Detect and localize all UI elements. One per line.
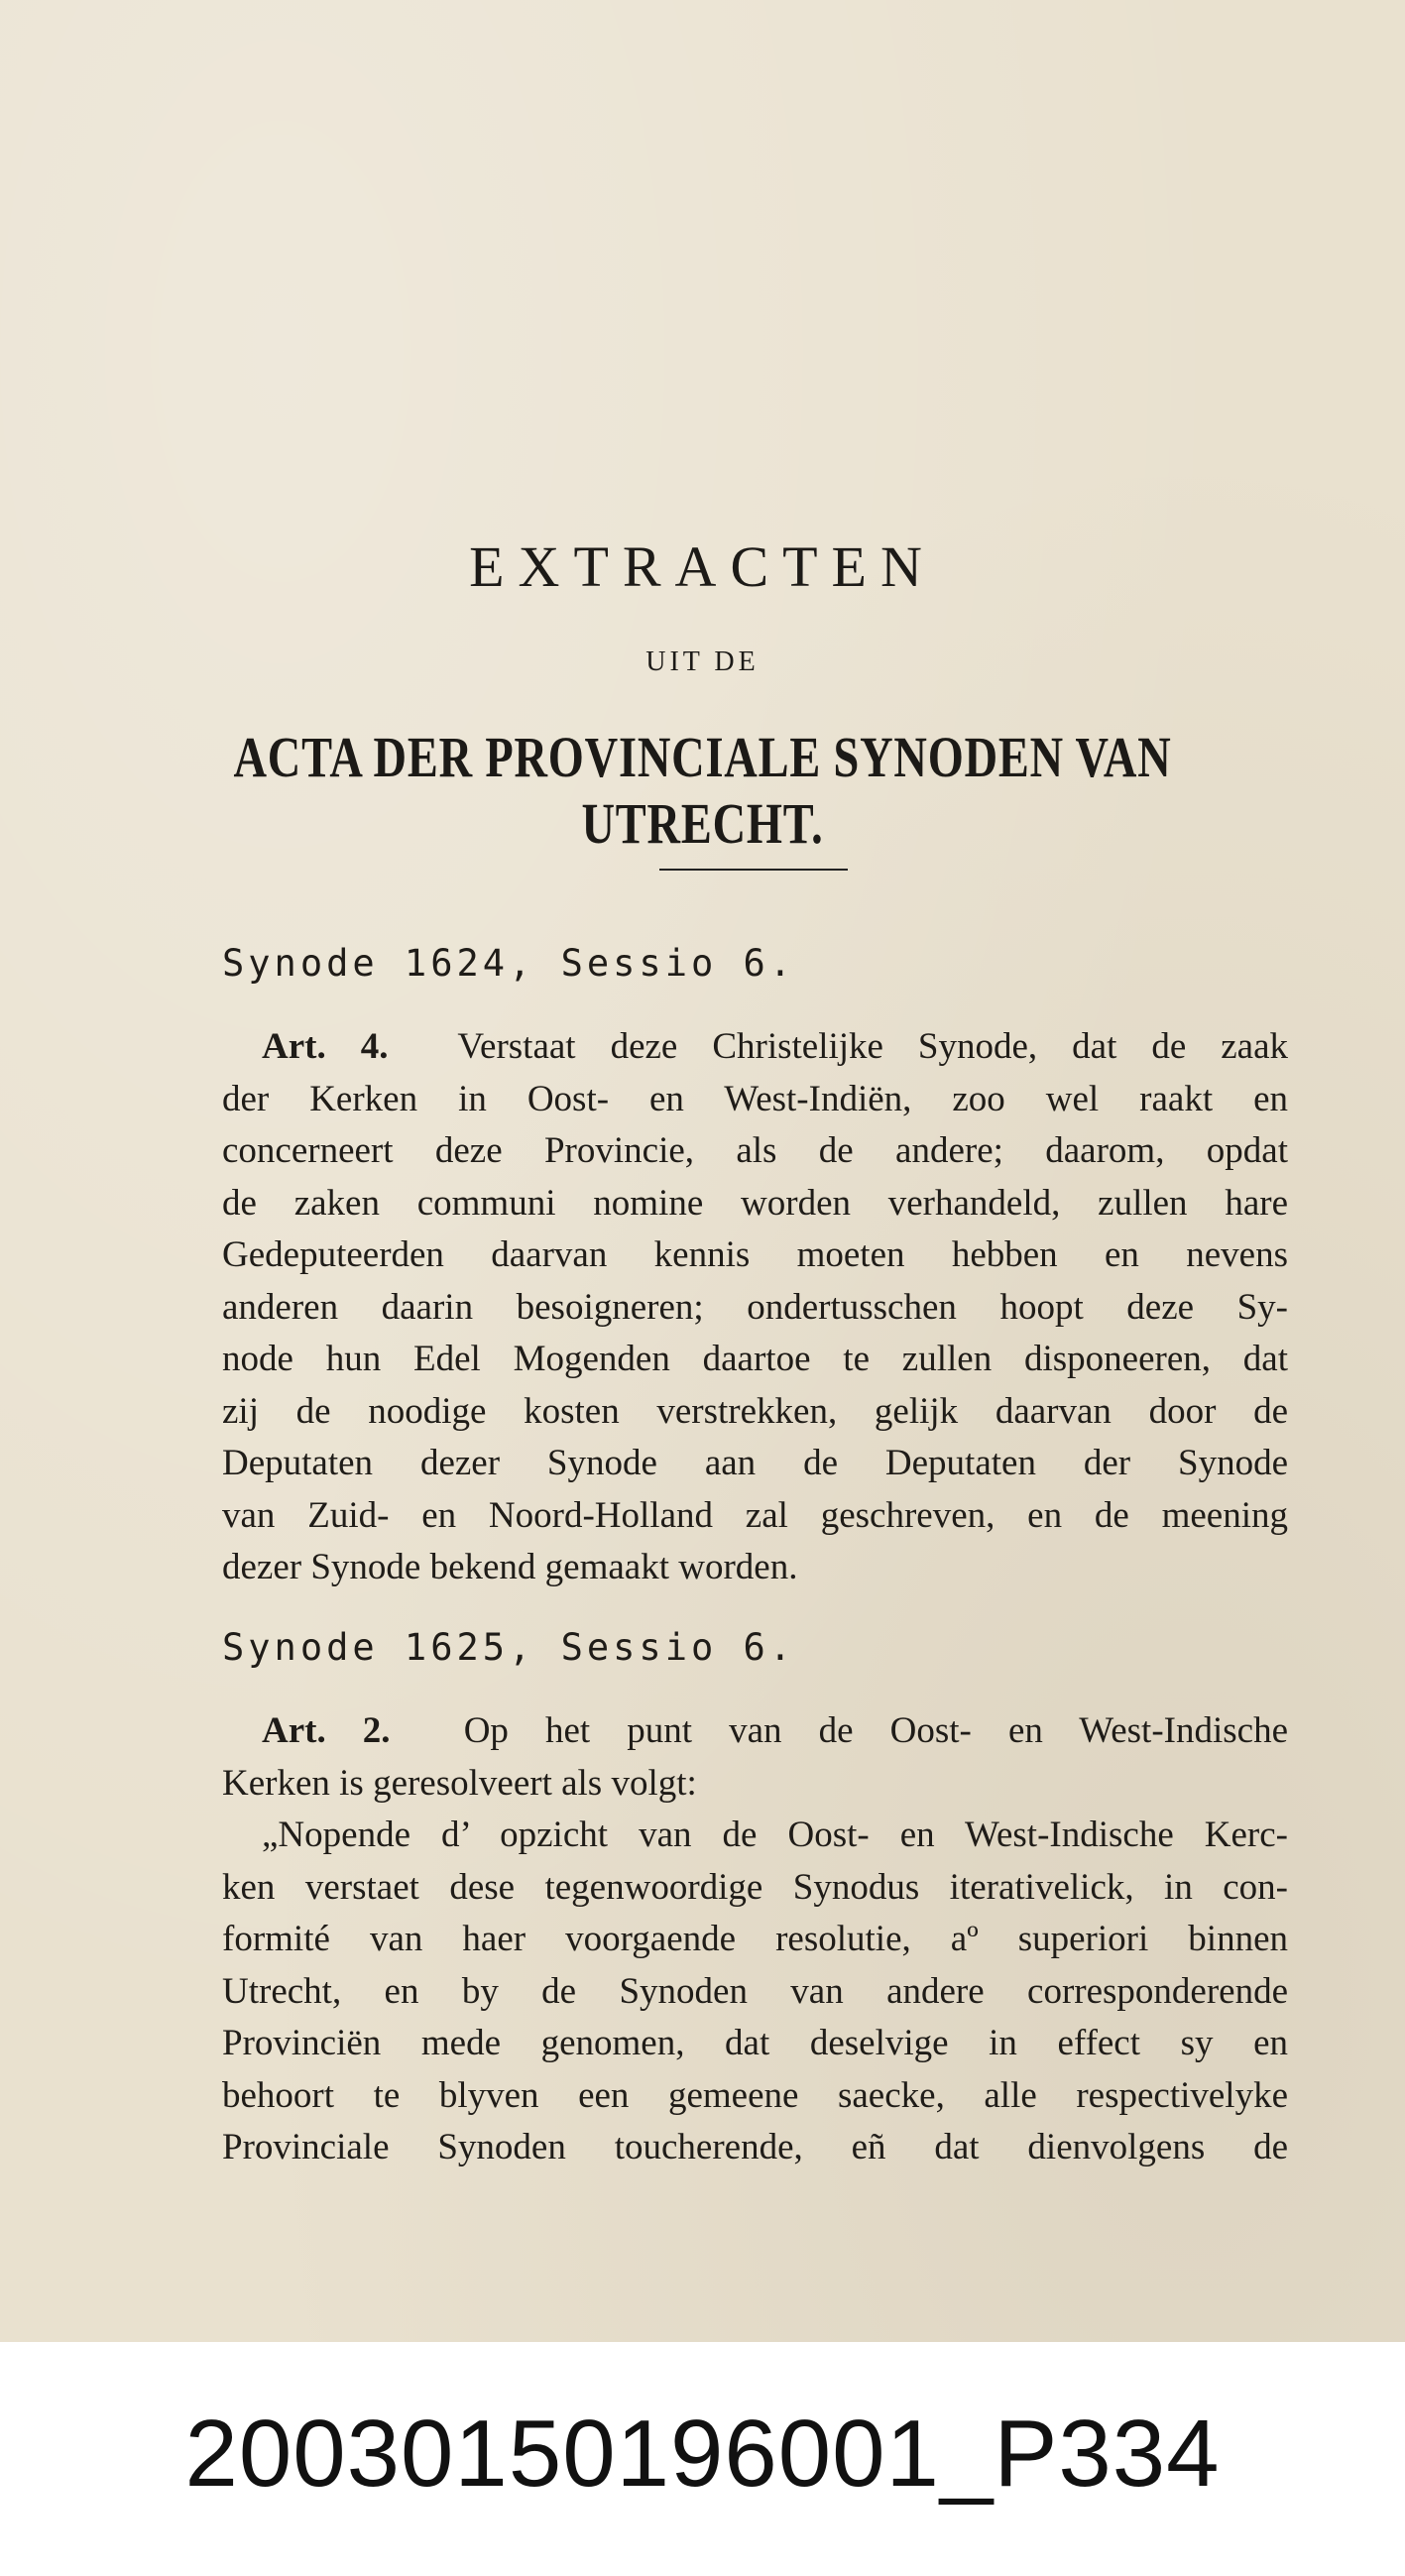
text-line: Kerken is geresolveert als volgt: [222, 1762, 697, 1804]
text-line [222, 1021, 1288, 1074]
section-heading-1625: Synode 1625, Sessio 6. [222, 1626, 796, 1669]
text-line: Provinciën mede genomen, dat deselvige in effect sy en [222, 2023, 1288, 2063]
text-line: behoort te blyven een gemeene saecke, alle respectivelyke [222, 2074, 1288, 2116]
text-line: Gedeputeerden daarvan kennis moeten hebben en nevens [222, 1234, 1288, 1275]
text-line [222, 1705, 1288, 1758]
text-line: node hun Edel Mogenden daartoe te zullen disponeeren, dat [222, 1339, 1288, 1379]
text-line: de zaken communi nomine worden verhandeld, zullen hare [222, 1182, 1288, 1224]
main-title: ACTA DER PROVINCIALE SYNODEN VAN UTRECHT. [233, 725, 1172, 856]
text-line: „Nopende d’ opzicht van de Oost- en West-Indische Kerc- [262, 1815, 1288, 1855]
text-line: ken verstaet dese tegenwoordige Synodus iterativelick, in con- [222, 1866, 1288, 1908]
section-heading-1624: Synode 1624, Sessio 6. [222, 942, 796, 985]
text-line-content: Verstaat deze Christelijke Synode, dat de zaak [457, 1026, 1289, 1067]
text-line: van Zuid- en Noord-Holland zal geschreven, en de meening [222, 1494, 1288, 1536]
page-title: EXTRACTEN [469, 534, 936, 599]
text-line: anderen daarin besoigneren; ondertusschen hoopt deze Sy- [222, 1286, 1288, 1328]
text-line-content: Op het punt van de Oost- en West-Indische [463, 1710, 1288, 1751]
text-line: Deputaten dezer Synode aan de Deputaten der Synode [222, 1443, 1288, 1483]
text-line: concerneert deze Provincie, als de andere; daarom, opdat [222, 1130, 1288, 1171]
image-id-label: 20030150196001_P334 [184, 2400, 1221, 2507]
text-line: formité van haer voorgaende resolutie, aº superiori binnen [222, 1919, 1288, 1959]
text-line: Provinciale Synoden toucherende, eñ dat dienvolgens de [222, 2127, 1288, 2167]
text-line: dezer Synode bekend gemaakt worden. [222, 1547, 798, 1587]
page-subtitle: UIT DE [645, 646, 760, 677]
title-divider [659, 869, 848, 871]
article-4-text [222, 1021, 1288, 1594]
article-label: Art. 4. [262, 1026, 389, 1067]
article-label: Art. 2. [262, 1710, 391, 1751]
article-2-text [222, 1705, 1288, 2174]
text-line: zij de noodige kosten verstrekken, gelijk daarvan door de [222, 1390, 1288, 1432]
text-line: der Kerken in Oost- en West-Indiën, zoo wel raakt en [222, 1078, 1288, 1119]
text-line: Utrecht, en by de Synoden van andere corresponderende [222, 1970, 1288, 2012]
